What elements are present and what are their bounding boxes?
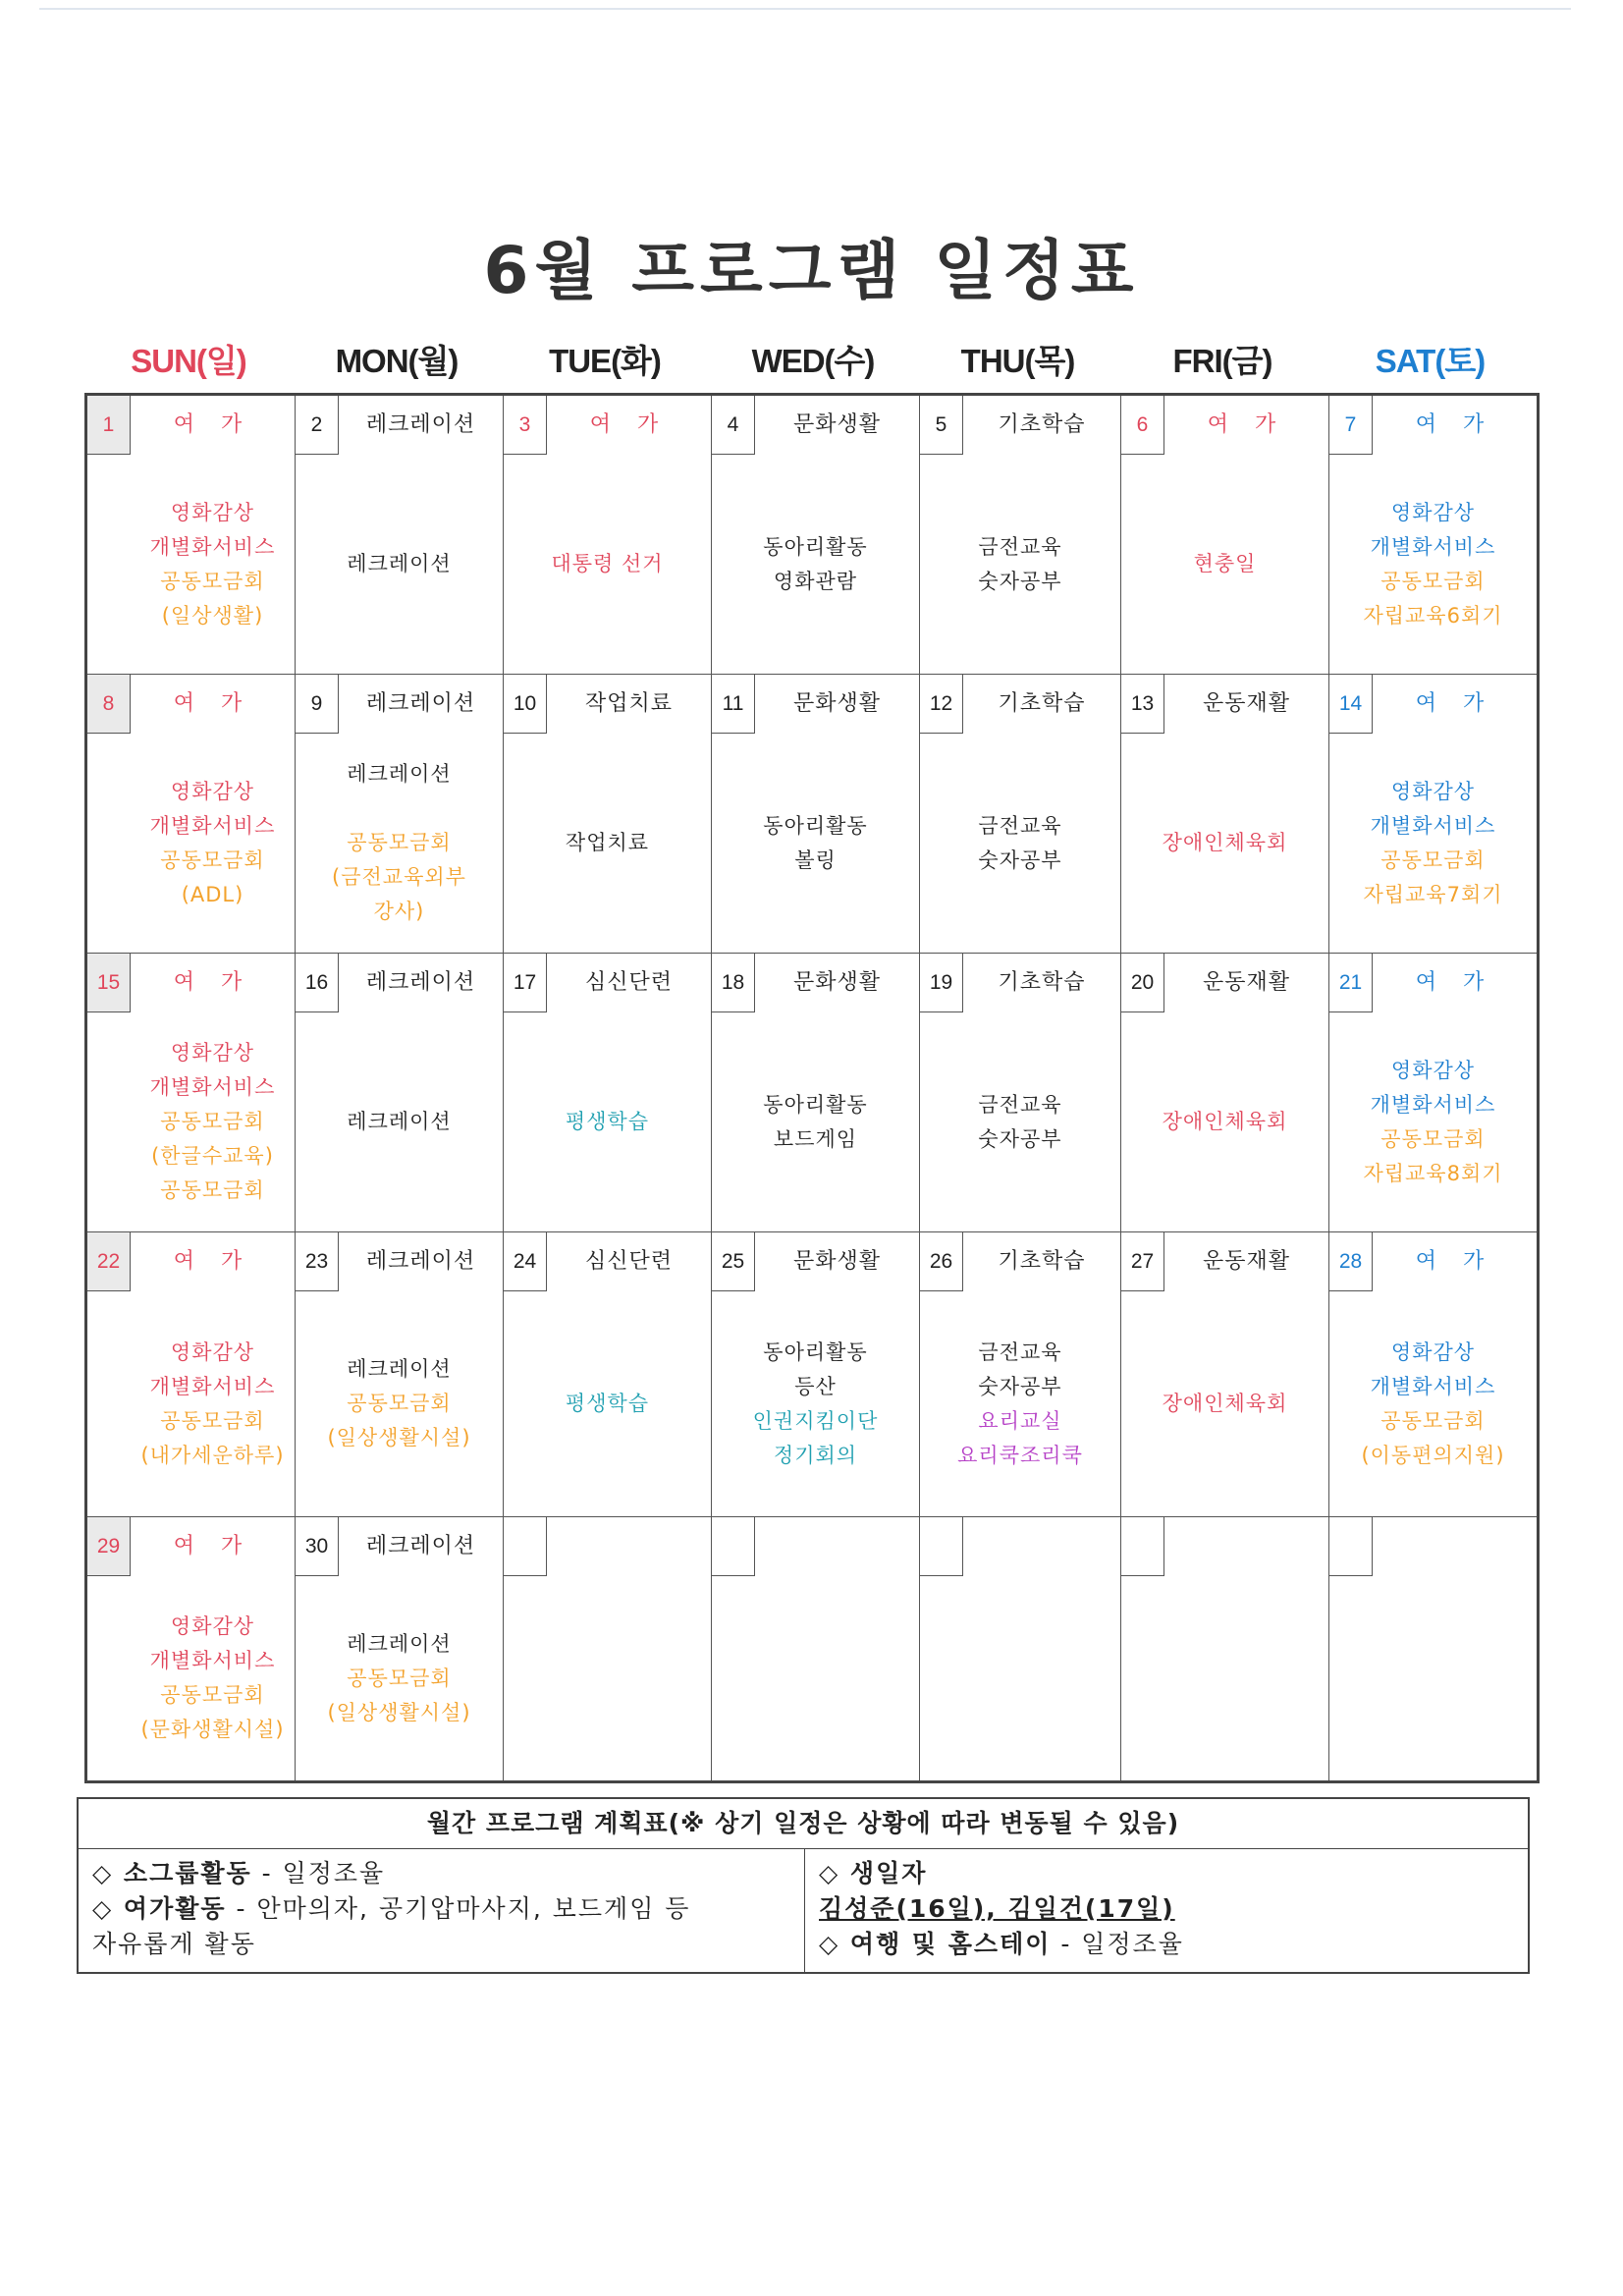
program-detail-line: (내가세운하루): [140, 1443, 285, 1467]
program-details: [296, 1576, 503, 1780]
program-detail-line: 공동모금회: [160, 1178, 265, 1202]
program-category: 레크레이션: [365, 412, 476, 437]
date-number: 9: [296, 675, 339, 734]
program-detail-line: 동아리활동: [763, 813, 868, 838]
program-detail-line: 강사): [373, 900, 425, 923]
calendar-cell: [296, 1232, 504, 1517]
calendar-cell: [1329, 1517, 1537, 1780]
program-detail-line: 요리쿡조리쿡: [957, 1443, 1083, 1467]
date-number: [504, 1517, 547, 1576]
program-details: [504, 1291, 711, 1516]
program-detail-line: 대통령 선거: [551, 552, 664, 575]
program-detail-line: 개별화서비스: [1370, 813, 1496, 838]
program-details: [920, 734, 1120, 953]
program-details: [1329, 455, 1537, 674]
program-category: 기초학습: [998, 691, 1086, 716]
program-details: [712, 455, 919, 674]
program-detail-line: 평생학습: [565, 1392, 650, 1415]
calendar-cell: [712, 1232, 920, 1517]
program-category: 운동재활: [1202, 1249, 1290, 1274]
program-category: 여 가: [173, 970, 252, 995]
weekday-header-5: FRI(금): [1172, 343, 1272, 379]
program-detail-line: 인권지킴이단: [752, 1408, 879, 1433]
program-category: 레크레이션: [365, 970, 476, 995]
program-category: 레크레이션: [365, 1534, 476, 1558]
program-detail-line: 공동모금회: [160, 847, 265, 872]
date-number: 24: [504, 1232, 547, 1291]
program-detail-line: 영화감상: [1390, 779, 1476, 803]
program-category: 운동재활: [1202, 970, 1290, 995]
calendar-cell: [712, 396, 920, 675]
date-number: [1121, 1517, 1164, 1576]
program-detail-line: 개별화서비스: [1370, 534, 1496, 559]
program-detail-line: 개별화서비스: [149, 1649, 276, 1672]
program-detail-line: 자립교육6회기: [1363, 603, 1503, 628]
program-category: 기초학습: [998, 1249, 1086, 1274]
calendar-cell: [712, 954, 920, 1232]
program-category: 여 가: [173, 1249, 252, 1274]
program-details: [296, 1012, 503, 1231]
weekday-header-3: WED(수): [751, 343, 875, 379]
weekday-header-row: [84, 336, 1545, 391]
weekday-header-1: MON(월): [335, 343, 459, 379]
calendar-cell: [504, 1517, 712, 1780]
program-category: 심신단련: [584, 970, 673, 995]
program-detail-line: 개별화서비스: [1370, 1374, 1496, 1398]
program-detail-line: 개별화서비스: [149, 534, 276, 559]
calendar-cell: [712, 1517, 920, 1780]
program-detail-line: 레크레이션: [347, 1110, 452, 1133]
calendar-cell: [920, 675, 1121, 954]
program-category: 문화생활: [792, 412, 881, 437]
program-detail-line: 금전교육: [978, 813, 1062, 838]
calendar-cell: [920, 1232, 1121, 1517]
date-number: [920, 1517, 963, 1576]
calendar-cell: [504, 396, 712, 675]
weekday-header-6: SAT(토): [1375, 343, 1486, 379]
program-details: [296, 734, 503, 953]
program-details: [712, 734, 919, 953]
date-number: 19: [920, 954, 963, 1012]
date-number: 27: [1121, 1232, 1164, 1291]
program-detail-line: 금전교육: [978, 1339, 1062, 1364]
program-detail-line: 공동모금회: [160, 1110, 265, 1133]
date-number: 2: [296, 396, 339, 455]
program-details: [131, 1012, 295, 1231]
program-details: [1329, 734, 1537, 953]
notes-left-column: [79, 1848, 805, 1972]
program-details: [1329, 1012, 1537, 1231]
program-category: 문화생활: [792, 691, 881, 716]
program-details: [504, 1012, 711, 1231]
date-number: [1329, 1517, 1373, 1576]
program-detail-line: 영화감상: [170, 1614, 255, 1638]
date-number: 29: [87, 1517, 131, 1576]
program-category: 여 가: [1207, 412, 1286, 437]
calendar-cell: [87, 675, 296, 954]
date-number: 20: [1121, 954, 1164, 1012]
date-number: 25: [712, 1232, 755, 1291]
weekday-header-0: SUN(일): [131, 343, 246, 379]
birthday-label: ◇ 생일자: [819, 1859, 928, 1887]
program-detail-line: 공동모금회: [160, 569, 265, 593]
program-details: [504, 1576, 711, 1780]
program-detail-line: (일상생활시설): [327, 1426, 471, 1449]
program-detail-line: 영화감상: [170, 779, 255, 803]
program-category: [547, 1517, 711, 1576]
program-category: 레크레이션: [365, 691, 476, 716]
page-title: 6월 프로그램 일정표: [483, 233, 1140, 308]
date-number: 18: [712, 954, 755, 1012]
date-number: 22: [87, 1232, 131, 1291]
leisure-text: - 안마의자, 공기압마사지, 보드게임 등: [236, 1894, 691, 1923]
program-detail-line: 숫자공부: [978, 1374, 1062, 1398]
travel-text: - 일정조율: [1060, 1930, 1184, 1958]
date-number: 14: [1329, 675, 1373, 734]
program-detail-line: 요리교실: [978, 1408, 1062, 1433]
program-detail-line: 레크레이션: [347, 552, 452, 575]
program-details: [504, 455, 711, 674]
program-details: [1121, 1291, 1328, 1516]
date-number: 12: [920, 675, 963, 734]
program-detail-line: 금전교육: [978, 534, 1062, 559]
program-detail-line: (금전교육외부: [332, 865, 466, 889]
calendar-cell: [296, 1517, 504, 1780]
calendar-cell: [1121, 396, 1329, 675]
program-detail-line: (ADL): [181, 882, 244, 906]
program-detail-line: [396, 792, 404, 826]
calendar-cell: [1121, 675, 1329, 954]
program-detail-line: 숫자공부: [978, 1126, 1062, 1151]
weekday-header-2: TUE(화): [549, 343, 661, 379]
calendar-cell: [87, 396, 296, 675]
program-detail-line: 현충일: [1193, 552, 1257, 575]
calendar-cell: [87, 1517, 296, 1780]
program-detail-line: 보드게임: [773, 1126, 858, 1151]
program-details: [712, 1012, 919, 1231]
calendar-cell: [712, 675, 920, 954]
birthday-names: 김성준(16일), 김일건(17일): [819, 1894, 1175, 1923]
program-detail-line: 등산: [794, 1374, 837, 1398]
calendar-cell: [1329, 954, 1537, 1232]
date-number: [712, 1517, 755, 1576]
program-detail-line: 공동모금회: [1380, 1126, 1486, 1151]
date-number: 4: [712, 396, 755, 455]
program-details: [131, 1576, 295, 1780]
program-category: [755, 1517, 919, 1576]
program-detail-line: 영화감상: [1390, 1058, 1476, 1082]
date-number: 21: [1329, 954, 1373, 1012]
program-details: [1329, 1576, 1537, 1780]
program-detail-line: 평생학습: [565, 1110, 650, 1133]
calendar-cell: [1329, 396, 1537, 675]
program-detail-line: 영화감상: [170, 1041, 255, 1065]
small-group-text: - 일정조율: [261, 1859, 386, 1887]
program-details: [1329, 1291, 1537, 1516]
date-number: 30: [296, 1517, 339, 1576]
date-number: 28: [1329, 1232, 1373, 1291]
program-category: 여 가: [173, 1534, 252, 1558]
program-details: [920, 1012, 1120, 1231]
program-detail-line: 작업치료: [565, 831, 650, 854]
date-number: 1: [87, 396, 131, 455]
date-number: 16: [296, 954, 339, 1012]
program-details: [920, 1576, 1120, 1780]
small-group-label: ◇ 소그룹활동: [92, 1859, 252, 1887]
calendar-cell: [296, 396, 504, 675]
calendar-cell: [296, 954, 504, 1232]
program-detail-line: 자립교육8회기: [1363, 1161, 1503, 1185]
program-category: 기초학습: [998, 412, 1086, 437]
program-detail-line: (일상생활시설): [327, 1700, 471, 1724]
date-number: 11: [712, 675, 755, 734]
program-category: 레크레이션: [365, 1249, 476, 1274]
calendar-cell: [1329, 675, 1537, 954]
program-detail-line: 공동모금회: [160, 1408, 265, 1433]
program-detail-line: 정기회의: [773, 1443, 858, 1467]
date-number: 13: [1121, 675, 1164, 734]
program-detail-line: 볼링: [794, 847, 837, 872]
program-detail-line: 공동모금회: [160, 1683, 265, 1707]
scan-edge-line: [39, 8, 1571, 10]
calendar-cell: [1121, 1232, 1329, 1517]
travel-line: [819, 1927, 1514, 1962]
program-details: [296, 1291, 503, 1516]
calendar-cell: [920, 1517, 1121, 1780]
program-detail-line: 공동모금회: [1380, 847, 1486, 872]
date-number: 23: [296, 1232, 339, 1291]
notes-leisure-line: [92, 1891, 790, 1927]
program-detail-line: 개별화서비스: [149, 813, 276, 838]
program-details: [131, 455, 295, 674]
calendar-cell: [504, 675, 712, 954]
date-number: 3: [504, 396, 547, 455]
travel-label: ◇ 여행 및 홈스테이: [819, 1930, 1052, 1958]
program-details: [1121, 455, 1328, 674]
program-details: [1121, 734, 1328, 953]
program-category: 여 가: [1415, 970, 1494, 995]
program-category: 여 가: [1415, 691, 1494, 716]
program-detail-line: 영화감상: [170, 500, 255, 524]
date-number: 17: [504, 954, 547, 1012]
date-number: 5: [920, 396, 963, 455]
program-detail-line: 공동모금회: [347, 831, 452, 854]
program-detail-line: 영화감상: [1390, 500, 1476, 524]
date-number: 26: [920, 1232, 963, 1291]
program-category: [963, 1517, 1120, 1576]
program-details: [131, 734, 295, 953]
calendar-cell: [920, 396, 1121, 675]
program-detail-line: (일상생활): [161, 603, 264, 628]
program-category: [1373, 1517, 1537, 1576]
program-category: 기초학습: [998, 970, 1086, 995]
program-detail-line: (이동편의지원): [1361, 1443, 1505, 1467]
program-category: 문화생활: [792, 1249, 881, 1274]
calendar-grid: [84, 393, 1540, 1783]
program-category: 여 가: [1415, 1249, 1494, 1274]
calendar-cell: [1121, 1517, 1329, 1780]
program-details: [920, 455, 1120, 674]
leisure-label: ◇ 여가활동: [92, 1894, 227, 1923]
program-detail-line: 영화감상: [1390, 1339, 1476, 1364]
program-detail-line: 동아리활동: [763, 1092, 868, 1117]
date-number: 10: [504, 675, 547, 734]
program-detail-line: 레크레이션: [347, 1631, 452, 1656]
notes-right-column: [805, 1848, 1528, 1972]
program-category: 작업치료: [584, 691, 673, 716]
program-details: [504, 734, 711, 953]
program-detail-line: 숫자공부: [978, 569, 1062, 593]
program-detail-line: 동아리활동: [763, 1339, 868, 1364]
program-category: 여 가: [589, 412, 669, 437]
notes-leisure-continued: 자유롭게 활동: [92, 1930, 256, 1958]
program-category: 여 가: [1415, 412, 1494, 437]
calendar-cell: [1329, 1232, 1537, 1517]
date-number: 6: [1121, 396, 1164, 455]
program-category: 여 가: [173, 691, 252, 716]
program-detail-line: 개별화서비스: [149, 1374, 276, 1398]
program-detail-line: 장애인체육회: [1162, 1392, 1288, 1415]
program-category: [1164, 1517, 1328, 1576]
program-detail-line: 자립교육7회기: [1363, 882, 1503, 906]
program-details: [712, 1291, 919, 1516]
program-category: 문화생활: [792, 970, 881, 995]
program-detail-line: 레크레이션: [347, 1357, 452, 1381]
calendar-cell: [87, 1232, 296, 1517]
program-category: 심신단련: [584, 1249, 673, 1274]
program-details: [1121, 1576, 1328, 1780]
program-category: 운동재활: [1202, 691, 1290, 716]
program-detail-line: 공동모금회: [347, 1392, 452, 1415]
program-detail-line: 동아리활동: [763, 534, 868, 559]
calendar-cell: [920, 954, 1121, 1232]
program-detail-line: 장애인체육회: [1162, 831, 1288, 854]
program-detail-line: 개별화서비스: [149, 1075, 276, 1099]
calendar-cell: [504, 1232, 712, 1517]
program-details: [296, 455, 503, 674]
date-number: 8: [87, 675, 131, 734]
program-detail-line: 금전교육: [978, 1092, 1062, 1117]
weekday-header-4: THU(목): [960, 343, 1075, 379]
monthly-notes-box: [77, 1797, 1530, 1974]
program-detail-line: 공동모금회: [1380, 1408, 1486, 1433]
program-detail-line: 개별화서비스: [1370, 1092, 1496, 1117]
program-details: [131, 1291, 295, 1516]
date-number: 7: [1329, 396, 1373, 455]
program-detail-line: 숫자공부: [978, 847, 1062, 872]
program-detail-line: 공동모금회: [347, 1666, 452, 1690]
notes-small-group-line: [92, 1856, 790, 1891]
program-details: [1121, 1012, 1328, 1231]
program-details: [920, 1291, 1120, 1516]
program-detail-line: 장애인체육회: [1162, 1110, 1288, 1133]
program-detail-line: 공동모금회: [1380, 569, 1486, 593]
program-detail-line: 영화감상: [170, 1339, 255, 1364]
calendar-cell: [87, 954, 296, 1232]
program-detail-line: (문화생활시설): [140, 1718, 285, 1741]
program-detail-line: 영화관람: [773, 569, 858, 593]
calendar-cell: [1121, 954, 1329, 1232]
calendar-cell: [504, 954, 712, 1232]
date-number: 15: [87, 954, 131, 1012]
program-details: [712, 1576, 919, 1780]
calendar-cell: [296, 675, 504, 954]
notes-heading: 월간 프로그램 계획표(※ 상기 일정은 상황에 따라 변동될 수 있음): [79, 1799, 1528, 1849]
program-detail-line: 레크레이션: [347, 762, 452, 786]
program-detail-line: (한글수교육): [151, 1144, 274, 1168]
program-category: 여 가: [173, 412, 252, 437]
